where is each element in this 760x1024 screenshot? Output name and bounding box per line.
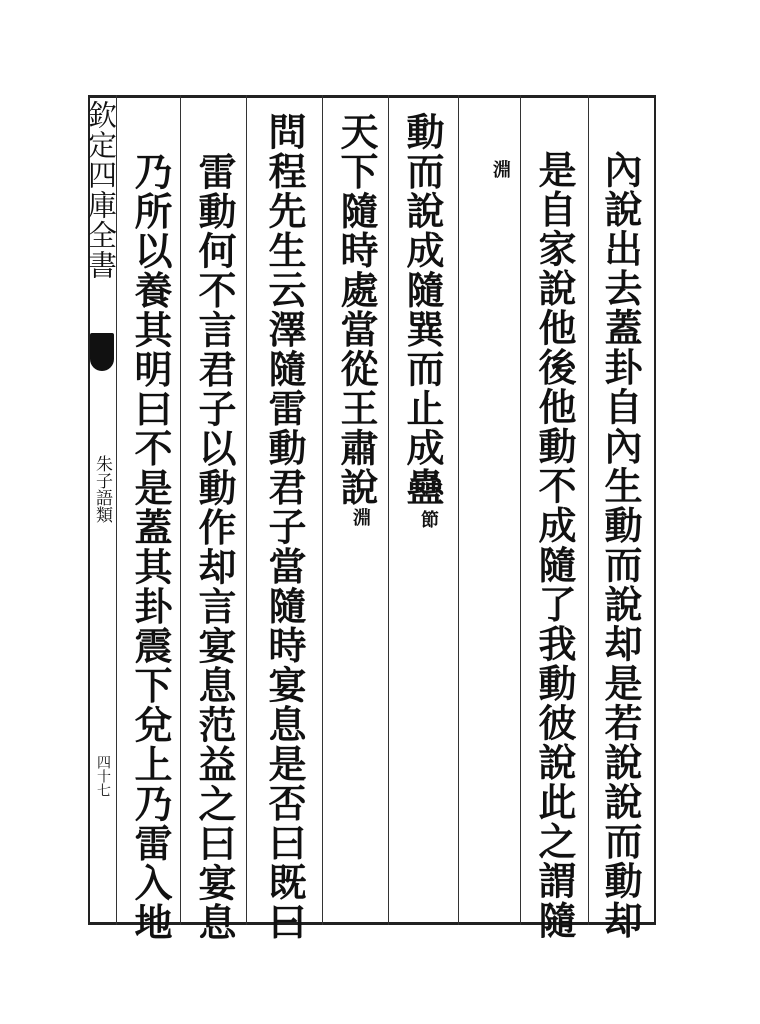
text-column-5: 問程先生云澤隨雷動君子當隨時宴息是否曰既曰 <box>262 112 307 942</box>
banxin-page-number: 四十七 <box>95 755 111 797</box>
column-rule <box>458 95 459 925</box>
banxin-book-title: 欽定四庫全書 <box>84 100 118 280</box>
text-column-6: 雷動何不言君子以動作却言宴息范益之曰宴息 <box>192 152 237 942</box>
text-column-3: 動而說成隨巽而止成蠱 <box>400 112 445 507</box>
text-column-2: 是自家說他後他動不成隨了我動彼說此之謂隨 <box>532 150 577 940</box>
column-rule <box>588 95 589 925</box>
text-column-7: 乃所以養其明曰不是蓋其卦震下兌上乃雷入地 <box>128 152 173 942</box>
text-column-4: 天下隨時處當從王肅說 <box>334 112 379 507</box>
column-rule <box>322 95 323 925</box>
attribution-note: 淵 <box>350 508 371 526</box>
banxin-subtitle: 朱子語類 <box>92 455 112 523</box>
attribution-note: 淵 <box>490 160 511 178</box>
column-rule <box>180 95 181 925</box>
column-rule <box>520 95 521 925</box>
attribution-note: 節 <box>418 510 439 528</box>
text-column-1: 內說出去蓋卦自內生動而說却是若說說而動却 <box>598 150 643 940</box>
column-rule <box>246 95 247 925</box>
column-rule <box>388 95 389 925</box>
fishtail-mark <box>90 333 114 371</box>
